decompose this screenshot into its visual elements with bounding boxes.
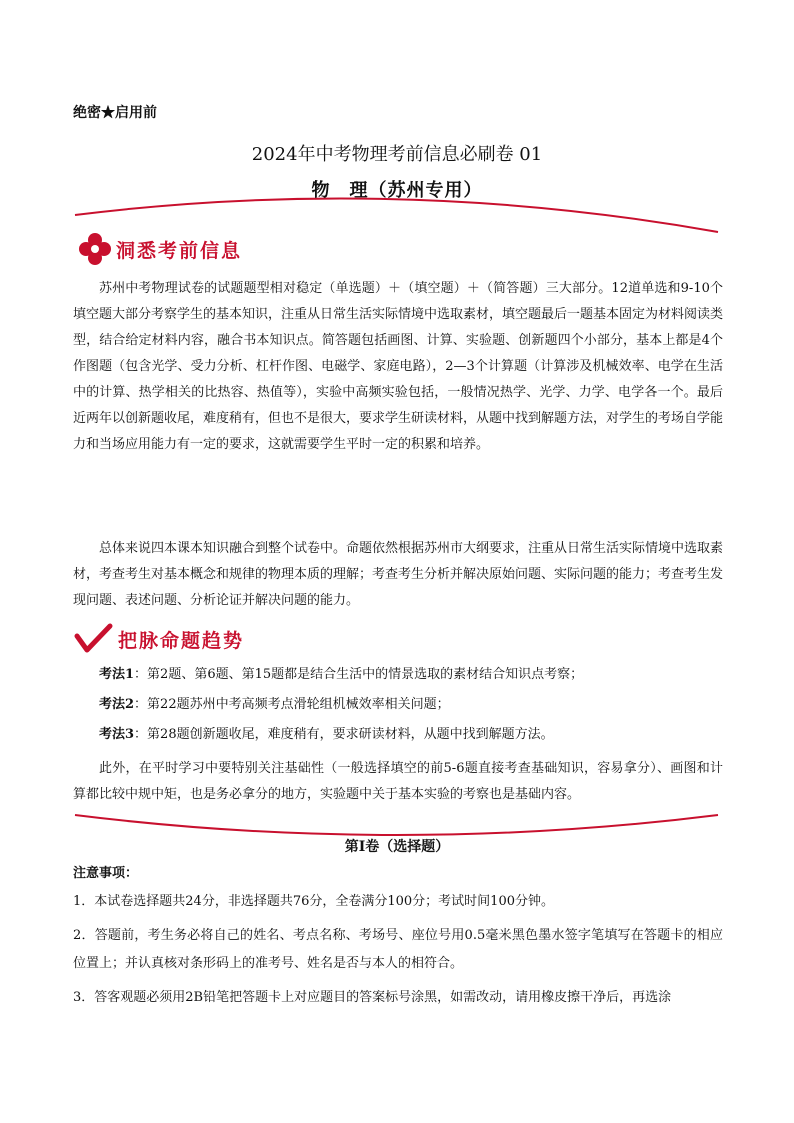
notice-title: 注意事项：: [73, 866, 139, 881]
section-heading-trend: [74, 622, 244, 656]
notice-item: 1．本试卷选择题共24分，非选择题共76分，全卷满分100分；考试时间100分钟。: [73, 894, 554, 909]
paragraph-knowledge-summary: 总体来说四本课本知识融合到整个试卷中。命题依然根据苏州市大纲要求，注重从日常生活实际情境中选取素材，考查考生对基本概念和规律的物理本质的理解；考查考生分析并解决原始问题、实际问题的能力；考查考生发现问题、表述问题、分析论证并解决问题的能力。: [73, 541, 724, 608]
method-item: [99, 695, 450, 715]
section-heading-text: 把脉命题趋势: [118, 629, 245, 652]
method-label: 考法1: [99, 667, 135, 682]
section-heading-exam-info: [78, 232, 242, 266]
top-arc: [75, 199, 718, 232]
page-title: 2024年中考物理考前信息必刷卷 01: [251, 144, 543, 165]
method-item: [99, 665, 583, 685]
notice-item: 2．答题前，考生务必将自己的姓名、考点名称、考场号、座位号用0.5毫米黑色墨水签字笔填写在答题卡的相应位置上；并认真核对条形码上的准考号、姓名是否与本人的相符合。: [73, 928, 723, 971]
method-item: [99, 725, 554, 745]
method-label: 考法2: [99, 697, 135, 712]
paragraph-exam-structure: 苏州中考物理试卷的试题题型相对稳定（单选题）＋（填空题）＋（简答题）三大部分。12道单选和9-10个填空题大部分考察学生的基本知识，注重从日常生活实际情境中选取素材，填空题最后一题基本固定为材料阅读类型，结合给定材料内容，融合书本知识点。简答题包括画图、计算、实验题、创新题四个小部分，基本上都是4个作图题（包含光学、受力分析、杠杆作图、电磁学、家庭电路），2—3个计算题（计算涉及机械效率、电学在生活中的计算、热学相关的比热容、热值等），实验中高频实验包括，一般情况热学、光学、力学、电学各一个。最后近两年以创新题收尾，难度稍有，但也不是很大，要求学生研读材料，从题中找到解题方法，对学生的考场自学能力和当场应用能力有一定的要求，这就需要学生平时一定的积累和培养。: [73, 281, 724, 452]
bottom-arc: [75, 815, 718, 835]
method-text: ：第2题、第6题、第15题都是结合生活中的情景选取的素材结合知识点考察；: [134, 667, 584, 682]
page-subtitle: 物 理（苏州专用）: [311, 180, 483, 201]
section-heading-text: 洞悉考前信息: [116, 239, 243, 262]
method-text: ：第28题创新题收尾，难度稍有，要求研读材料，从题中找到解题方法。: [134, 727, 554, 742]
confidential-label: 绝密★启用前: [73, 105, 157, 121]
red-flower-icon: [78, 232, 112, 266]
notice-item: 3．答客观题必须用2B铅笔把答题卡上对应题目的答案标号涂黑，如需改动，请用橡皮擦干净后，再选涂: [73, 990, 672, 1005]
method-label: 考法3: [99, 727, 135, 742]
method-text: ：第22题苏州中考高频考点滑轮组机械效率相关问题；: [134, 697, 450, 712]
red-check-icon: [74, 622, 114, 656]
volume-title: 第Ⅰ卷（选择题）: [344, 839, 450, 855]
paragraph-basics: 此外，在平时学习中要特别关注基础性（一般选择填空的前5-6题直接考查基础知识，容易拿分）、画图和计算都比较中规中矩，也是务必拿分的地方，实验题中关于基本实验的考察也是基础内容。: [73, 761, 723, 802]
